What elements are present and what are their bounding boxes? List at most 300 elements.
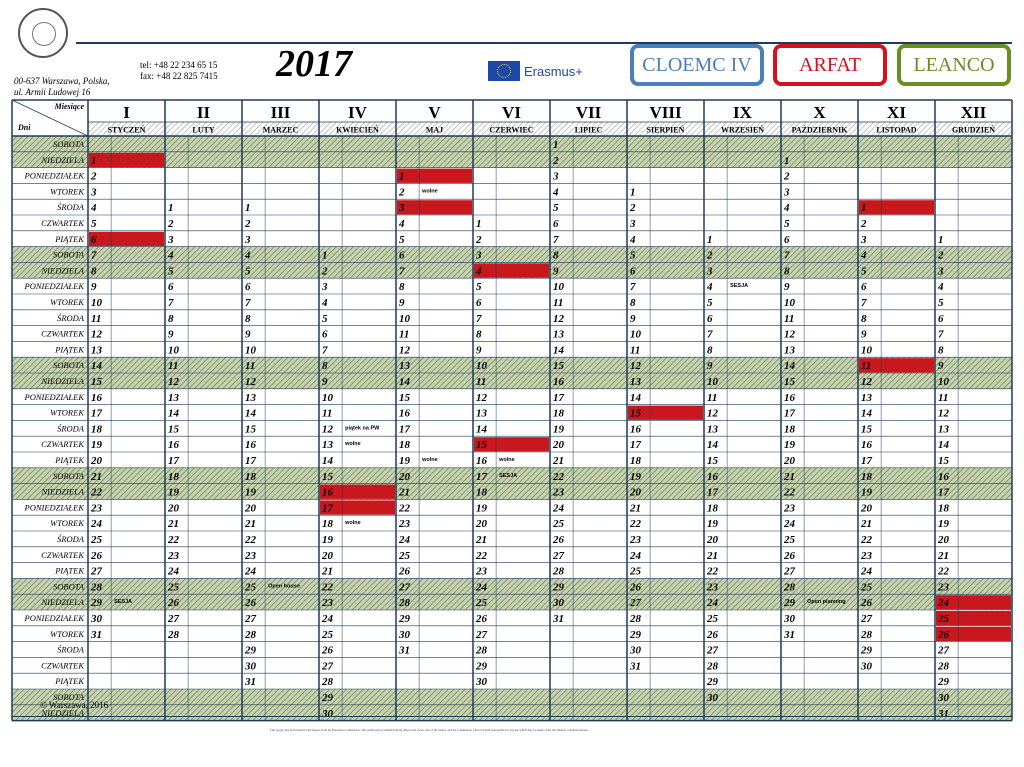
project-badge-leanco: LEANCO: [897, 44, 1011, 86]
project-badge-cloemc: CLOEMC IV: [630, 44, 764, 86]
weekday-label: SOBOTA: [52, 249, 84, 260]
day-number: 21: [784, 470, 795, 483]
address: 00-637 Warszawa, Polska, ul. Armii Ludowej 16: [14, 76, 110, 97]
day-number: 27: [91, 565, 102, 578]
day-number: 14: [168, 407, 179, 420]
weekday-label: NIEDZIELA: [41, 486, 84, 497]
day-number: 9: [938, 360, 944, 373]
day-number: 25: [322, 628, 333, 641]
day-number: 15: [91, 376, 102, 388]
day-note: wolne: [345, 441, 361, 448]
day-number: 27: [245, 613, 256, 625]
day-number: 8: [322, 360, 328, 373]
day-number: 7: [707, 328, 713, 341]
day-number: 7: [553, 233, 559, 246]
day-number: 6: [784, 233, 790, 246]
day-number: 10: [861, 344, 872, 357]
day-number: 2: [553, 154, 559, 167]
day-number: 11: [322, 407, 333, 420]
day-number: 31: [938, 707, 949, 720]
day-number: 3: [630, 218, 636, 230]
day-number: 2: [91, 170, 97, 183]
month-name: LIPIEC: [574, 125, 603, 135]
day-number: 4: [168, 249, 174, 262]
day-number: 14: [630, 391, 641, 404]
day-number: 27: [399, 581, 410, 594]
day-number: 2: [168, 218, 174, 230]
day-number: 11: [707, 391, 718, 404]
day-number: 12: [91, 328, 102, 341]
day-number: 16: [707, 470, 718, 483]
day-number: 29: [553, 581, 564, 594]
day-number: 14: [91, 360, 102, 373]
day-number: 1: [630, 186, 636, 199]
weekday-label: SOBOTA: [52, 581, 84, 592]
day-number: 7: [630, 281, 636, 294]
day-number: 6: [707, 312, 713, 325]
project-badge-arfat: ARFAT: [773, 44, 887, 86]
day-number: 9: [322, 376, 328, 388]
day-number: 31: [630, 660, 641, 673]
day-number: 15: [322, 470, 333, 483]
day-number: 27: [322, 660, 333, 673]
weekday-label: WTOREK: [50, 628, 84, 639]
day-number: 12: [938, 407, 949, 420]
day-number: 4: [938, 281, 944, 294]
day-number: 16: [553, 376, 564, 388]
day-number: 9: [707, 360, 713, 373]
day-number: 8: [938, 344, 944, 357]
weekday-label: PONIEDZIAŁEK: [24, 281, 84, 292]
day-number: 7: [399, 265, 405, 278]
day-number: 29: [630, 628, 641, 641]
day-number: 24: [245, 565, 256, 578]
weekend-row: [12, 136, 1012, 152]
day-number: 17: [91, 407, 102, 420]
weekday-label: PONIEDZIAŁEK: [24, 613, 84, 623]
day-number: 9: [91, 281, 97, 294]
day-number: 15: [476, 439, 487, 452]
day-number: 27: [938, 644, 949, 657]
day-number: 22: [707, 565, 718, 578]
day-number: 28: [707, 660, 718, 673]
day-number: 20: [784, 455, 795, 467]
day-number: 14: [707, 439, 718, 452]
day-number: 1: [784, 154, 790, 167]
day-number: 15: [630, 407, 641, 420]
day-number: 6: [91, 233, 97, 246]
day-number: 25: [553, 518, 564, 531]
day-number: 13: [553, 328, 564, 341]
day-number: 20: [553, 439, 564, 452]
weekday-label: PIĄTEK: [55, 565, 84, 576]
day-number: 7: [245, 297, 251, 309]
month-numeral: V: [428, 103, 441, 122]
day-number: 13: [784, 344, 795, 357]
weekday-label: WTOREK: [50, 297, 84, 307]
day-number: 27: [707, 644, 718, 657]
day-number: 19: [861, 486, 872, 499]
day-number: 29: [938, 676, 949, 689]
day-number: 16: [476, 455, 487, 467]
day-note: wolne: [345, 520, 361, 527]
day-number: 14: [553, 344, 564, 357]
day-number: 5: [245, 265, 251, 278]
day-number: 18: [707, 502, 718, 515]
day-number: 30: [399, 628, 410, 641]
day-number: 2: [245, 218, 251, 230]
weekday-label: NIEDZIELA: [41, 707, 84, 718]
day-number: 3: [399, 202, 405, 215]
day-number: 15: [399, 391, 410, 404]
day-number: 23: [707, 581, 718, 594]
day-number: 18: [630, 455, 641, 467]
corner-days-label: Dni: [18, 123, 31, 132]
day-number: 11: [476, 376, 487, 388]
day-number: 23: [938, 581, 949, 594]
day-number: 5: [707, 297, 713, 309]
weekday-label: CZWARTEK: [41, 439, 84, 450]
day-number: 8: [553, 249, 559, 262]
eu-disclaimer: This project has been funded with support from the European Commission. This publication [communication] reflects the views only of the author, and the Commission cannot be held responsible for any use which may be made of the information contained therein.: [270, 728, 589, 732]
day-number: 3: [707, 265, 713, 278]
contact-info: tel: +48 22 234 65 15 fax: +48 22 825 7415: [140, 60, 218, 81]
day-number: 7: [938, 328, 944, 341]
month-name: WRZESIEŃ: [720, 125, 765, 135]
day-number: 18: [784, 423, 795, 436]
day-number: 12: [861, 376, 872, 388]
day-number: 6: [938, 312, 944, 325]
day-number: 23: [784, 502, 795, 515]
day-note: Open planning: [807, 599, 846, 606]
day-number: 6: [476, 297, 482, 309]
day-number: 5: [784, 218, 790, 230]
day-number: 5: [938, 297, 944, 309]
day-number: 19: [938, 518, 949, 531]
weekday-label: CZWARTEK: [41, 660, 84, 671]
day-number: 26: [861, 597, 872, 610]
day-number: 10: [91, 297, 102, 309]
day-number: 20: [630, 486, 641, 499]
weekday-label: NIEDZIELA: [41, 376, 84, 386]
day-number: 2: [707, 249, 713, 262]
day-number: 28: [91, 581, 102, 594]
day-number: 3: [553, 170, 559, 183]
day-number: 3: [784, 186, 790, 199]
day-number: 25: [938, 613, 949, 625]
day-number: 23: [399, 518, 410, 531]
day-number: 1: [938, 233, 944, 246]
day-number: 10: [168, 344, 179, 357]
day-number: 30: [245, 660, 256, 673]
day-number: 31: [91, 628, 102, 641]
day-number: 18: [91, 423, 102, 436]
day-number: 27: [784, 565, 795, 578]
day-number: 14: [861, 407, 872, 420]
day-number: 21: [938, 549, 949, 562]
day-number: 29: [245, 644, 256, 657]
month-name: GRUDZIEŃ: [951, 125, 996, 135]
day-number: 29: [707, 676, 718, 689]
weekday-label: ŚRODA: [57, 312, 84, 323]
day-number: 16: [630, 423, 641, 436]
day-note: wolne: [422, 457, 438, 463]
month-numeral: VII: [575, 103, 602, 122]
weekday-label: PONIEDZIAŁEK: [24, 502, 84, 513]
day-number: 19: [168, 486, 179, 499]
day-number: 1: [399, 170, 405, 183]
weekday-label: SOBOTA: [52, 360, 84, 371]
month-numeral: IX: [733, 103, 752, 122]
day-number: 26: [707, 628, 718, 641]
day-number: 17: [630, 439, 641, 452]
day-number: 13: [861, 391, 872, 404]
day-number: 27: [553, 549, 564, 562]
day-number: 13: [168, 391, 179, 404]
day-number: 17: [245, 455, 256, 467]
day-number: 15: [938, 455, 949, 467]
day-number: 13: [91, 344, 102, 357]
day-number: 26: [476, 613, 487, 625]
day-number: 27: [861, 613, 872, 625]
day-number: 5: [630, 249, 636, 262]
day-number: 21: [399, 486, 410, 499]
day-number: 1: [553, 139, 559, 151]
day-number: 28: [784, 581, 795, 594]
day-number: 24: [476, 581, 487, 594]
day-number: 23: [630, 534, 641, 546]
day-number: 8: [399, 281, 405, 294]
day-number: 10: [399, 312, 410, 325]
day-number: 5: [91, 218, 97, 230]
day-number: 21: [707, 549, 718, 562]
month-numeral: IV: [348, 103, 367, 122]
day-number: 19: [784, 439, 795, 452]
day-number: 10: [553, 281, 564, 294]
day-number: 10: [322, 391, 333, 404]
holiday-cell: [89, 232, 164, 246]
day-number: 9: [630, 312, 636, 325]
day-number: 14: [476, 423, 487, 436]
weekday-label: SOBOTA: [52, 139, 84, 149]
day-number: 11: [861, 360, 872, 373]
day-number: 30: [91, 613, 102, 625]
day-number: 26: [245, 597, 256, 610]
day-number: 19: [399, 455, 410, 467]
day-number: 5: [322, 312, 328, 325]
day-number: 1: [707, 233, 713, 246]
day-number: 18: [553, 407, 564, 420]
month-numeral: II: [196, 103, 211, 122]
month-numeral: VI: [502, 103, 521, 122]
day-number: 20: [476, 518, 487, 531]
day-number: 16: [322, 486, 333, 499]
holiday-cell: [859, 200, 934, 214]
weekday-label: PIĄTEK: [55, 676, 84, 687]
weekday-label: ŚRODA: [57, 644, 84, 655]
day-number: 25: [861, 581, 872, 594]
day-number: 19: [553, 423, 564, 436]
day-number: 14: [245, 407, 256, 420]
day-number: 10: [630, 328, 641, 341]
day-number: 4: [784, 202, 790, 215]
day-number: 18: [322, 518, 333, 531]
day-number: 26: [168, 597, 179, 610]
day-note: SESJA: [499, 472, 518, 479]
day-number: 16: [399, 407, 410, 420]
day-number: 1: [322, 249, 328, 262]
day-number: 12: [707, 407, 718, 420]
day-number: 8: [630, 297, 636, 309]
day-number: 13: [630, 376, 641, 388]
day-number: 13: [707, 423, 718, 436]
day-number: 25: [399, 549, 410, 562]
day-number: 5: [168, 265, 174, 278]
day-number: 2: [322, 265, 328, 278]
day-number: 23: [168, 549, 179, 562]
day-number: 30: [784, 613, 795, 625]
holiday-cell: [397, 200, 472, 214]
day-number: 17: [861, 455, 872, 467]
day-number: 28: [630, 613, 641, 625]
day-number: 23: [861, 549, 872, 562]
day-number: 6: [245, 281, 251, 294]
day-number: 28: [245, 628, 256, 641]
day-number: 4: [399, 218, 405, 230]
day-number: 3: [322, 281, 328, 294]
day-number: 21: [861, 518, 872, 531]
day-number: 10: [938, 376, 949, 388]
day-number: 12: [168, 376, 179, 388]
day-number: 29: [91, 597, 102, 610]
month-name: LUTY: [192, 125, 215, 135]
day-number: 7: [861, 297, 867, 309]
day-number: 20: [245, 502, 256, 515]
day-number: 18: [168, 470, 179, 483]
day-number: 11: [630, 344, 641, 357]
day-number: 19: [91, 439, 102, 452]
day-number: 6: [399, 249, 405, 262]
day-number: 1: [861, 202, 867, 215]
day-number: 15: [784, 376, 795, 388]
day-number: 15: [245, 423, 256, 436]
day-number: 16: [91, 391, 102, 404]
day-number: 26: [938, 628, 949, 641]
weekday-label: SOBOTA: [52, 470, 84, 481]
day-number: 2: [630, 202, 636, 215]
day-number: 24: [861, 565, 872, 578]
day-number: 15: [707, 455, 718, 467]
weekday-label: CZWARTEK: [41, 328, 84, 339]
weekday-label: PONIEDZIAŁEK: [24, 170, 84, 181]
day-number: 19: [707, 518, 718, 531]
day-number: 15: [553, 360, 564, 373]
day-number: 21: [245, 518, 256, 531]
day-number: 12: [476, 391, 487, 404]
day-number: 17: [168, 455, 179, 467]
day-number: 19: [476, 502, 487, 515]
day-number: 30: [630, 644, 641, 657]
day-number: 19: [245, 486, 256, 499]
day-number: 22: [399, 502, 410, 515]
erasmus-label: Erasmus+: [524, 63, 583, 79]
month-name: LISTOPAD: [876, 125, 917, 135]
month-name: CZERWIEC: [489, 125, 534, 135]
day-note: wolne: [499, 457, 515, 463]
day-number: 25: [784, 534, 795, 546]
day-number: 3: [91, 186, 97, 199]
day-number: 17: [399, 423, 410, 436]
weekday-label: WTOREK: [50, 407, 84, 418]
month-numeral: X: [813, 103, 826, 122]
day-number: 26: [784, 549, 795, 562]
day-number: 14: [322, 455, 333, 467]
day-number: 24: [322, 613, 333, 625]
day-number: 8: [91, 265, 97, 278]
day-number: 8: [784, 265, 790, 278]
copyright: © Warszawa, 2016: [40, 700, 109, 710]
day-number: 3: [168, 233, 174, 246]
weekday-label: PONIEDZIAŁEK: [24, 391, 84, 402]
day-number: 11: [399, 328, 410, 341]
day-number: 29: [861, 644, 872, 657]
day-number: 4: [861, 249, 867, 262]
day-number: 16: [861, 439, 872, 452]
day-note: SESJA: [730, 283, 749, 290]
month-name: SIERPIEŃ: [646, 125, 685, 135]
day-number: 27: [630, 597, 641, 610]
weekday-label: WTOREK: [50, 186, 84, 197]
day-number: 20: [322, 549, 333, 562]
weekday-label: NIEDZIELA: [41, 265, 84, 276]
day-number: 28: [553, 565, 564, 578]
day-number: 18: [399, 439, 410, 452]
day-number: 11: [168, 360, 179, 373]
day-number: 7: [91, 249, 97, 262]
day-number: 17: [476, 470, 487, 483]
month-numeral: I: [123, 103, 130, 122]
day-number: 10: [476, 360, 487, 373]
day-number: 5: [476, 281, 482, 294]
day-number: 3: [476, 249, 482, 262]
day-number: 30: [553, 597, 564, 610]
day-number: 4: [245, 249, 251, 262]
day-number: 5: [861, 265, 867, 278]
day-number: 30: [322, 707, 333, 720]
day-number: 26: [399, 565, 410, 578]
day-number: 28: [168, 628, 179, 641]
weekday-label: ŚRODA: [57, 423, 84, 434]
day-number: 26: [553, 534, 564, 546]
day-number: 6: [630, 265, 636, 278]
day-number: 8: [707, 344, 713, 357]
day-number: 13: [399, 360, 410, 373]
day-number: 13: [245, 391, 256, 404]
weekend-row: [12, 705, 1012, 721]
day-number: 22: [630, 518, 641, 531]
day-number: 3: [861, 233, 867, 246]
day-number: 9: [399, 297, 405, 309]
day-number: 31: [399, 644, 410, 657]
day-number: 24: [168, 565, 179, 578]
day-note: Open house: [268, 583, 300, 590]
day-number: 17: [707, 486, 718, 499]
day-number: 25: [630, 565, 641, 578]
day-number: 2: [861, 218, 867, 230]
day-number: 17: [784, 407, 795, 420]
month-numeral: XII: [960, 103, 987, 122]
weekday-label: PIĄTEK: [55, 455, 84, 465]
